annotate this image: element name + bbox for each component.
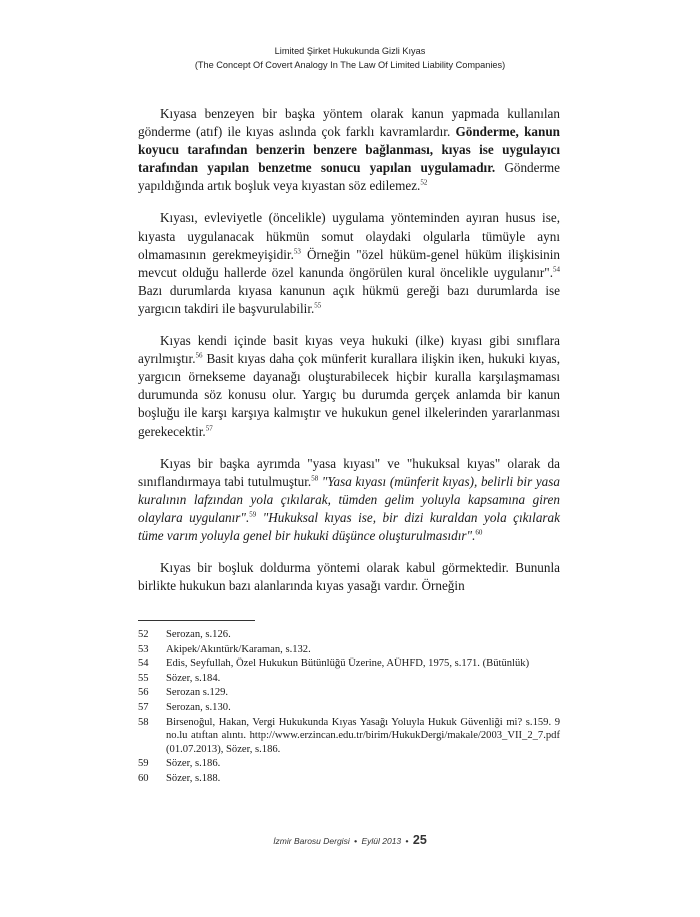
text-run: Kıyasa benzeyen bir başka yöntem olarak kanun yapmada kullanılan gönderme (atıf) ile kıyas aslında çok farklı kavramlardır.: [138, 106, 560, 140]
footnote: [138, 757, 560, 771]
footnote-text: Sözer, s.184.: [166, 672, 221, 684]
footnote-text: Edis, Seyfullah, Özel Hukukun Bütünlüğü Üzerine, AÜHFD, 1975, s.171. (Bütünlük): [166, 658, 530, 670]
text-run: Örneğin "özel hüküm-genel hüküm ilişkisinin mevcut olduğu hallerde özel kanunda öngörülen kural öncelikle uygulanır".: [138, 246, 561, 280]
paragraph: [138, 455, 560, 545]
footnote-ref[interactable]: 56: [195, 351, 203, 360]
body-text: [138, 105, 560, 609]
footnotes: [138, 628, 560, 787]
footnote-number: 56: [138, 687, 149, 699]
footnote-number: 60: [138, 772, 149, 784]
footnote-number: 54: [138, 658, 149, 670]
footnote-ref[interactable]: 54: [553, 265, 560, 274]
bold-text-run: Gönderme, kanun koyucu tarafından benzerin benzere bağlanması, kıyas ise uygulayıcı tarafından yapılan benzetme sonucu yapılan uygulamadır.: [138, 124, 560, 176]
footnote-text: Akipek/Akıntürk/Karaman, s.132.: [166, 643, 311, 655]
footnote-number: 52: [138, 629, 149, 640]
footnote: [138, 628, 560, 642]
paragraph: [138, 209, 560, 318]
paragraph: [138, 332, 560, 441]
footnote-text: Serozan, s.126.: [166, 629, 231, 640]
footnote: [138, 672, 560, 686]
page-number: 25: [412, 833, 427, 847]
text-run: Kıyas bir başka ayrımda "yasa kıyası" ve "hukuksal kıyas" olarak da sınıflandırmaya tabi tutulmuştur.: [138, 455, 560, 489]
text-run: Kıyası, evleviyetle (öncelikle) uygulama yönteminden ayıran husus ise, kıyasta uygulanacak hükmün somut olaydaki olgularla tümüyle aynı olmamasının gerekmeyişidir.: [138, 210, 560, 262]
footnote: [138, 701, 560, 715]
footnote-text: Sözer, s.186.: [166, 758, 221, 770]
footnote-number: 53: [138, 643, 149, 655]
footnote-ref[interactable]: 52: [420, 178, 428, 187]
footnote-ref[interactable]: 57: [205, 424, 213, 433]
footnote: [138, 686, 560, 700]
footnote-text: Birsenoğul, Hakan, Vergi Hukukunda Kıyas Yasağı Yoluyla Hukuk Güvenliği mi? s.159. 9 no.lu atıftan alıntı. http://www.erzincan.edu.tr/birim/HukukDergi/makale/2003_VII_2_7.pdf (01.07.2013), Sözer, s.186.: [166, 716, 560, 755]
journal-name: İzmir Barosu Dergisi: [273, 836, 350, 846]
footnote-text: Serozan, s.130.: [166, 701, 231, 713]
text-run: Kıyas kendi içinde basit kıyas veya hukuki (ilke) kıyası gibi sınıflara ayrılmıştır.: [138, 333, 560, 367]
page-footer: [0, 833, 700, 847]
italic-quote: "Yasa kıyası (münferit kıyas), belirli bir yasa kuralının lafzından yola çıkılarak, tümden gelim yoluyla kapsamına giren olaylara uygulanır".: [138, 473, 561, 525]
running-header: [0, 44, 700, 72]
separator: •: [354, 836, 358, 846]
text-run: Gönderme yapıldığında artık boşluk veya kıyastan söz edilemez.: [138, 160, 560, 194]
header-subtitle: (The Concept Of Covert Analogy In The Law Of Limited Liability Companies): [194, 60, 506, 70]
issue-date: Eylül 2013: [361, 836, 402, 846]
separator: •: [405, 836, 409, 846]
paragraph: [138, 559, 560, 595]
footnote-ref[interactable]: 58: [311, 474, 319, 483]
footnote-text: Sözer, s.188.: [166, 772, 221, 784]
footnote-ref[interactable]: 60: [475, 528, 483, 537]
footnote-divider: [138, 620, 255, 621]
footnote-number: 57: [138, 701, 149, 713]
footnote: [138, 657, 560, 671]
footnote-number: 58: [138, 716, 149, 728]
footnote-ref[interactable]: 53: [293, 247, 301, 256]
text-run: Bazı durumlarda kıyasa kanunun açık hükmü gereği bazı durumlarda ise yargıcın takdiri ile başvurulabilir.: [138, 282, 560, 316]
footnote: [138, 772, 560, 786]
footnote-number: 59: [138, 758, 149, 770]
footnote: [138, 643, 560, 657]
paragraph: [138, 105, 560, 195]
footnote-ref[interactable]: 59: [249, 510, 257, 519]
footnote-number: 55: [138, 672, 149, 684]
footnote: [138, 716, 560, 757]
footnote-ref[interactable]: 55: [314, 301, 322, 310]
footnote-text: Serozan s.129.: [166, 687, 229, 699]
header-title: Limited Şirket Hukukunda Gizli Kıyas: [274, 46, 426, 56]
text-run: Kıyas bir boşluk doldurma yöntemi olarak kabul görmektedir. Bununla birlikte hukukun bazı alanlarında kıyas yasağı vardır. Örneğin: [138, 560, 560, 594]
italic-quote: "Hukuksal kıyas ise, bir dizi kuraldan yola çıkılarak tüme varım yoluyla genel bir hukuki düşünce oluşturulmasıdır".: [138, 509, 560, 543]
text-run: Basit kıyas daha çok münferit kurallara ilişkin iken, hukuki kıyas, yargıcın örnekseme dayanağı oluşturabilecek hiçbir kuralla karşılaşmaması durumunda söz konusu olur. Yargıç bu durumda gerçek anlamda bir kanun boşluğu ile karşı karşıya kalmıştır ve hukukun genel ilkelerinden yararlanması gerekecektir.: [138, 351, 560, 439]
